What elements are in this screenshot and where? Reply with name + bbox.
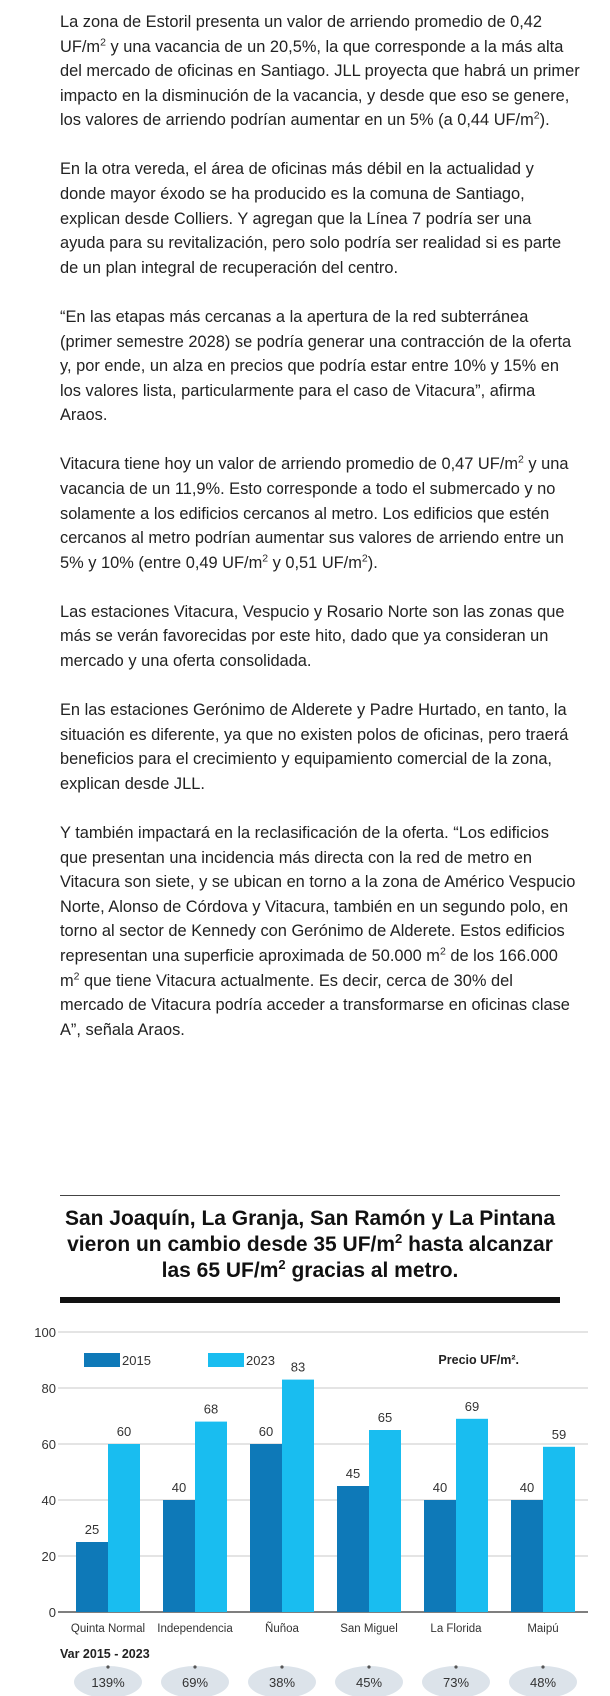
- superscript: 2: [262, 552, 269, 565]
- legend-swatch-2015: [84, 1353, 120, 1367]
- price-bar-chart: [0, 1310, 610, 1696]
- article-body: [60, 10, 580, 1067]
- y-tick-label: 60: [41, 1437, 56, 1452]
- bar-2015: [76, 1542, 108, 1612]
- article-paragraph: [60, 600, 580, 674]
- variation-dot: [193, 1665, 196, 1668]
- category-label: La Florida: [430, 1623, 482, 1635]
- bar-value-label: 65: [377, 1410, 393, 1425]
- y-tick-label: 20: [41, 1549, 56, 1564]
- variation-dot: [280, 1665, 283, 1668]
- bar-value-label: 40: [432, 1480, 448, 1495]
- paragraph-text: En las estaciones Gerónimo de Alderete y Padre Hurtado, en tanto, la situación es diferente, ya que no existen polos de oficinas, pero traerá beneficios para el crecimiento y equipamiento comercial de la zona, explican desde JLL.: [60, 701, 569, 793]
- variation-value: 45%: [355, 1675, 383, 1690]
- superscript: 2: [100, 36, 106, 49]
- bar-value-label: 59: [551, 1426, 567, 1442]
- variation-value: 73%: [442, 1675, 470, 1690]
- category-label: Maipú: [527, 1623, 559, 1635]
- bar-value-label: 25: [84, 1522, 100, 1537]
- paragraph-text: y una vacancia de un 11,9%. Esto corresponde a todo el submercado y no solamente a los edificios cercanos al metro. Los edificios que estén cercanos al metro podrían aumentar sus valores de arriendo entre un 5% y 10% (entre 0,49 UF/m: [60, 455, 569, 572]
- paragraph-text: La zona de Estoril presenta un valor de arriendo promedio de 0,42 UF/m: [60, 13, 543, 56]
- infographic-header: [60, 1195, 560, 1303]
- bar-2015: [250, 1444, 282, 1612]
- bar-value-label: 40: [519, 1480, 535, 1495]
- bar-2015: [163, 1500, 195, 1612]
- headline-sup: 2: [395, 1231, 403, 1246]
- paragraph-text: ).: [367, 553, 378, 572]
- headline-bottom-rule: [60, 1297, 560, 1303]
- bar-2015: [424, 1500, 456, 1612]
- infographic-headline: [60, 1196, 560, 1297]
- variation-dot: [454, 1665, 457, 1668]
- paragraph-text: que tiene Vitacura actualmente. Es decir, cerca de 30% del mercado de Vitacura podría acceder a transformarse en oficinas clase A”, señala Araos.: [60, 971, 570, 1039]
- paragraph-text: “En las etapas más cercanas a la apertura de la red subterránea (primer semestre 2028) se podría generar una contracción de la oferta y, por ende, un alza en precios que podría estar entre 10% y 15% en los valores lista, particularmente para el caso de Vitacura”, afirma Araos.: [60, 307, 572, 425]
- paragraph-text: ).: [539, 111, 550, 130]
- bar-2023: [543, 1447, 575, 1612]
- paragraph-text: y 0,51 UF/m: [268, 553, 362, 572]
- category-label: San Miguel: [340, 1623, 398, 1635]
- headline-part: gracias al metro.: [285, 1259, 459, 1282]
- article-paragraph: [60, 10, 580, 133]
- bar-2015: [337, 1486, 369, 1612]
- paragraph-text: Y también impactará en la reclasificación de la oferta. “Los edificios que presentan una incidencia más directa con la red de metro en Vitacura son siete, y se ubican en torno a la zona de Américo Vespucio Norte, Alonso de Córdova y Vitacura, también en un segundo polo, en torno al sector de Kennedy con Gerónimo de Alderete. Estos edificios representan una superficie aproximada de 50.000 m: [60, 824, 576, 965]
- variation-value: 48%: [529, 1675, 557, 1690]
- variation-dot: [541, 1665, 544, 1668]
- bar-value-label: 68: [203, 1401, 219, 1417]
- paragraph-text: En la otra vereda, el área de oficinas más débil en la actualidad y donde mayor éxodo se ha producido es la comuna de Santiago, explican desde Colliers. Y agregan que la Línea 7 podría ser una ayuda para su revitalización, pero solo podría ser realidad si es parte de un plan integral de recuperación del centro.: [60, 160, 562, 277]
- bar-value-label: 40: [171, 1480, 187, 1495]
- legend-label: 2015: [122, 1353, 151, 1368]
- category-label: Independencia: [157, 1623, 233, 1635]
- article-paragraph: [60, 452, 580, 575]
- superscript: 2: [361, 552, 368, 565]
- superscript: 2: [518, 453, 524, 466]
- variation-title: Var 2015 - 2023: [60, 1647, 150, 1661]
- superscript: 2: [533, 109, 540, 122]
- bar-2015: [511, 1500, 543, 1612]
- headline-part: hasta alcanzar las 65 UF/m: [161, 1233, 553, 1282]
- y-tick-label: 0: [48, 1605, 56, 1620]
- y-tick-label: 40: [41, 1493, 56, 1508]
- bar-value-label: 45: [345, 1466, 361, 1481]
- bar-2023: [456, 1419, 488, 1612]
- variation-value: 38%: [268, 1675, 296, 1690]
- bar-2023: [108, 1444, 140, 1612]
- bar-value-label: 69: [464, 1398, 480, 1414]
- y-tick-label: 100: [34, 1325, 56, 1340]
- paragraph-text: de los 166.000 m: [60, 947, 558, 990]
- article-paragraph: [60, 698, 580, 796]
- paragraph-text: Vitacura tiene hoy un valor de arriendo promedio de 0,47 UF/m: [60, 455, 518, 474]
- paragraph-text: Las estaciones Vitacura, Vespucio y Rosario Norte son las zonas que más se verán favorecidas por este hito, dado que ya consideran un mercado y una oferta consolidada.: [60, 602, 565, 671]
- bar-2023: [195, 1422, 227, 1612]
- bar-value-label: 60: [258, 1424, 274, 1439]
- variation-dot: [106, 1665, 109, 1668]
- headline-sup: 2: [278, 1257, 286, 1272]
- superscript: 2: [73, 970, 80, 983]
- variation-dot: [367, 1665, 370, 1668]
- bar-value-label: 83: [290, 1359, 306, 1375]
- variation-value: 69%: [181, 1675, 209, 1690]
- bar-value-label: 60: [116, 1424, 132, 1439]
- paragraph-text: y una vacancia de un 20,5%, la que corresponde a la más alta del mercado de oficinas en Santiago. JLL proyecta que habrá un primer impacto en la disminución de la vacancia, y desde que eso se genere, los valores de arriendo podrían aumentar en un 5% (a 0,44 UF/m: [60, 37, 580, 130]
- legend-label: 2023: [246, 1353, 275, 1368]
- article-paragraph: [60, 821, 580, 1042]
- y-tick-label: 80: [41, 1381, 56, 1396]
- category-label: Quinta Normal: [70, 1623, 146, 1635]
- article-paragraph: [60, 305, 580, 428]
- article-paragraph: [60, 157, 580, 280]
- superscript: 2: [439, 945, 446, 958]
- bar-2023: [369, 1430, 401, 1612]
- headline-part: San Joaquín, La Granja, San Ramón y La Pintana vieron un cambio desde 35 UF/m: [64, 1207, 556, 1256]
- variation-value: 139%: [91, 1675, 125, 1690]
- category-label: Ñuñoa: [265, 1623, 299, 1635]
- unit-label: Precio UF/m².: [438, 1353, 519, 1367]
- legend-swatch-2023: [208, 1353, 244, 1367]
- bar-2023: [282, 1380, 314, 1612]
